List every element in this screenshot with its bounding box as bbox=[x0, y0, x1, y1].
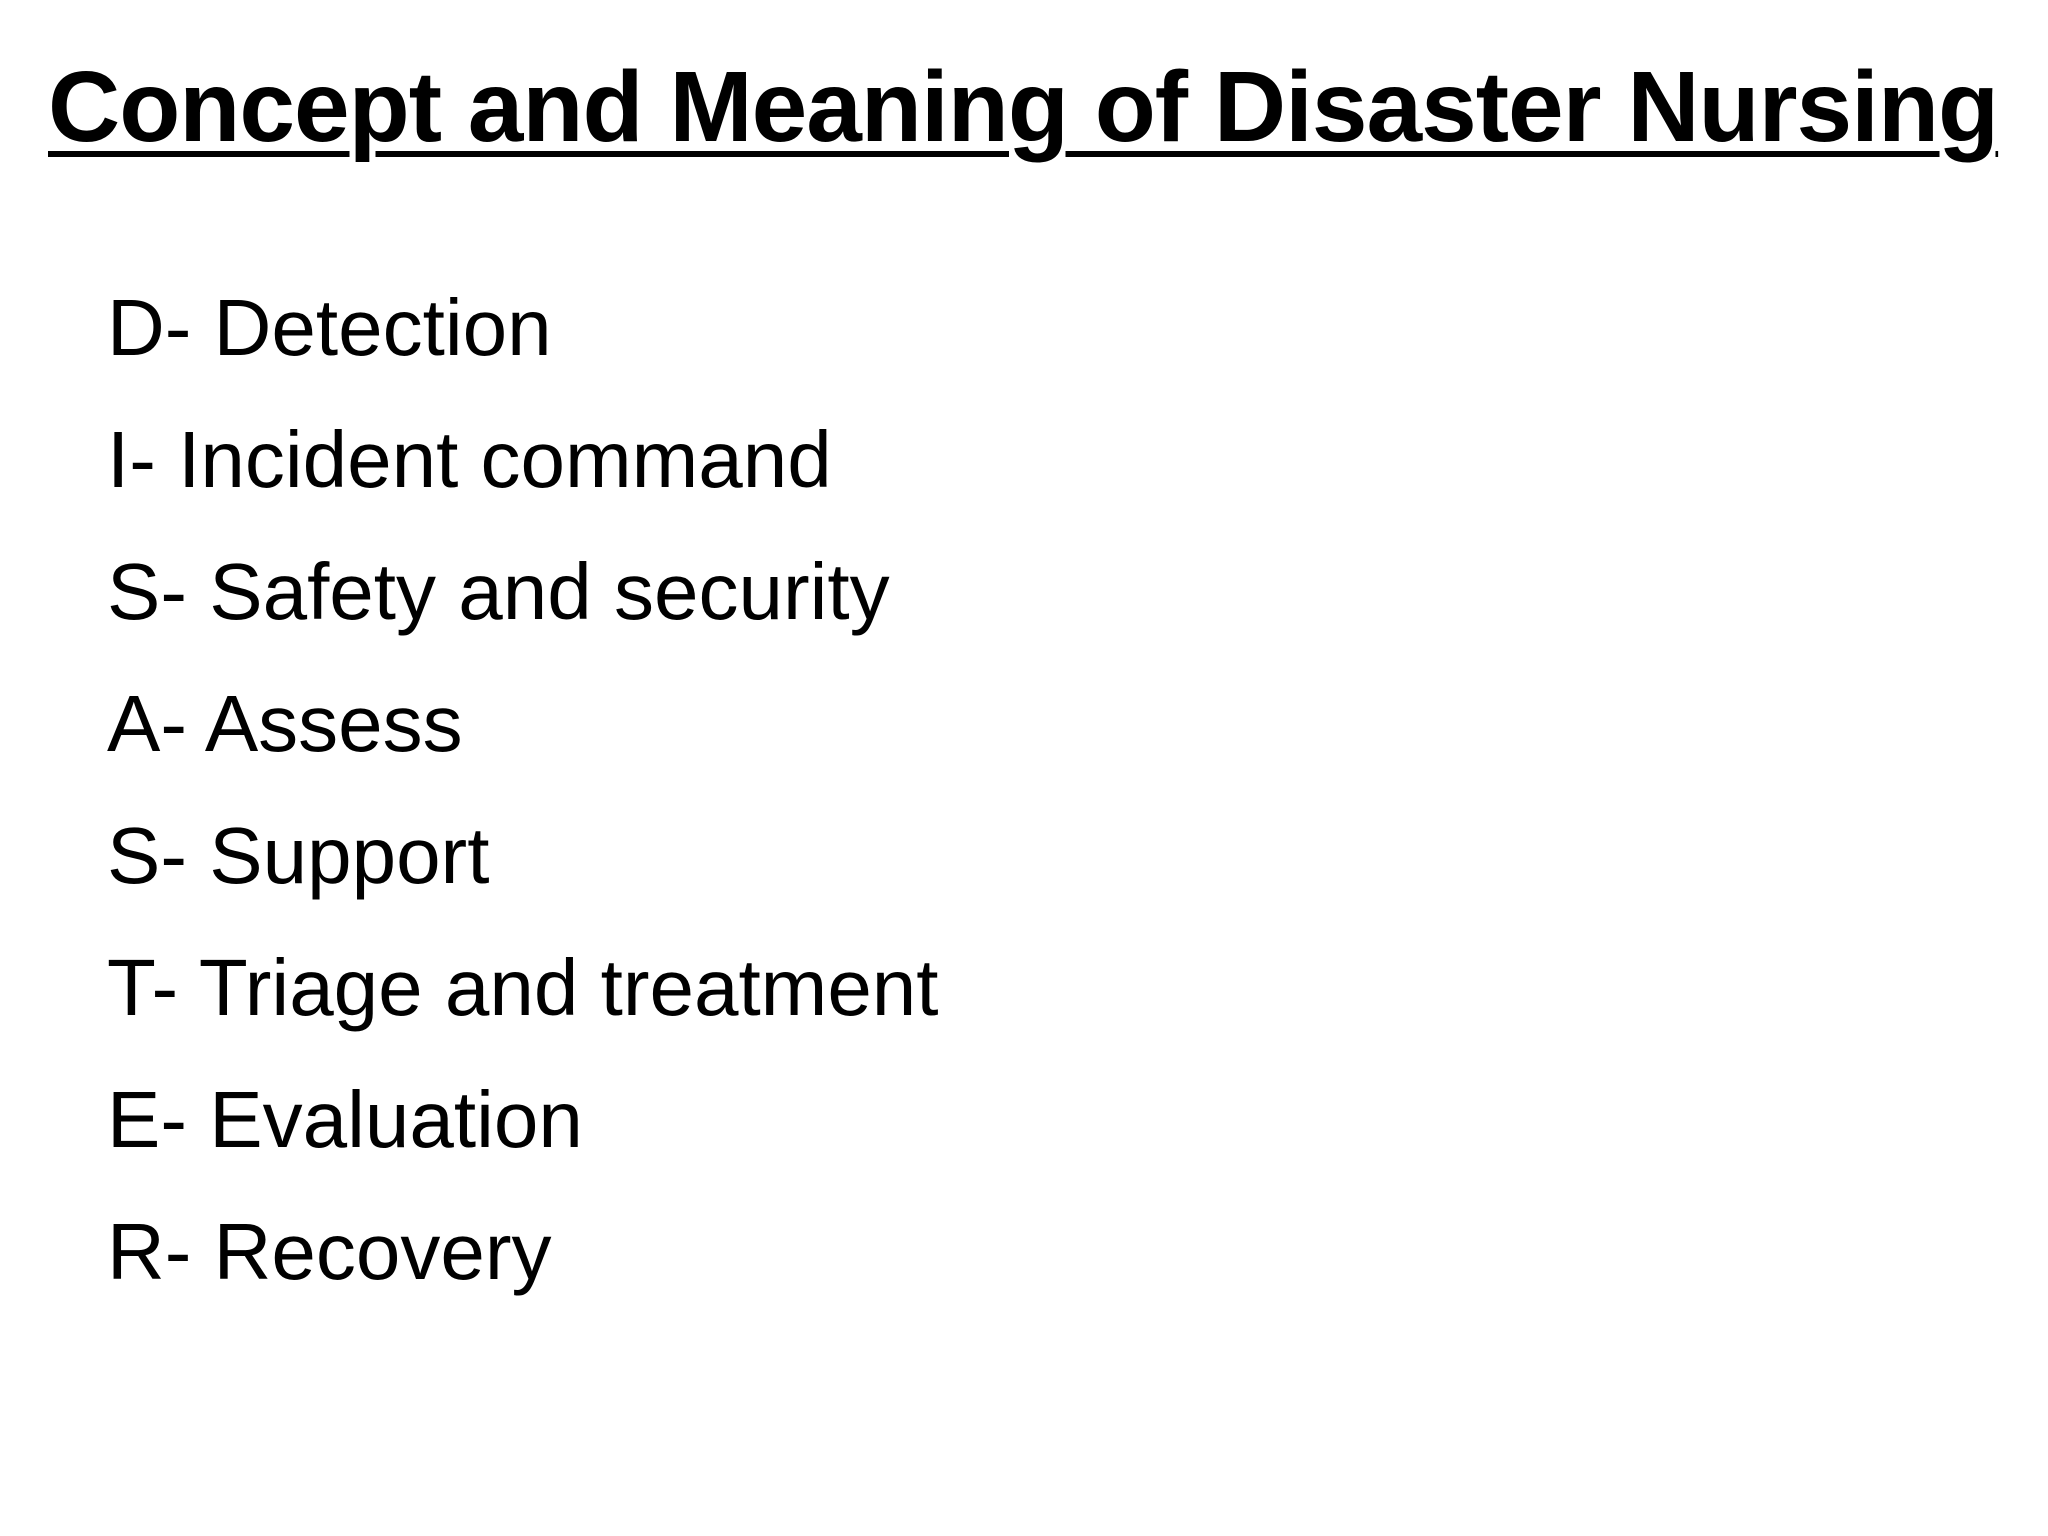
list-item-assess: A- Assess bbox=[107, 679, 463, 768]
list-item-safety-security: S- Safety and security bbox=[107, 547, 890, 636]
list-item-detection: D- Detection bbox=[107, 283, 552, 372]
list-item-evaluation: E- Evaluation bbox=[107, 1075, 583, 1164]
acronym-list bbox=[107, 262, 939, 1318]
slide-title: Concept and Meaning of Disaster Nursing bbox=[48, 51, 1999, 163]
list-item-support: S- Support bbox=[107, 811, 490, 900]
list-item-recovery: R- Recovery bbox=[107, 1207, 552, 1296]
list-item-incident-command: I- Incident command bbox=[107, 415, 832, 504]
list-item-triage-treatment: T- Triage and treatment bbox=[107, 943, 939, 1032]
